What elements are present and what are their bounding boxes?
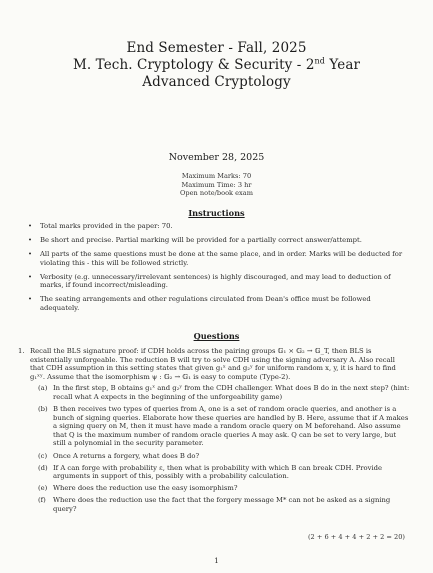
instructions-heading: Instructions <box>188 208 245 218</box>
exam-mode: Open note/book exam <box>180 189 253 198</box>
part-text: Where does the reduction use the fact that the forgery message M* can not be asked as a signing query? <box>53 496 391 513</box>
exam-info <box>0 172 433 198</box>
bullet-icon: • <box>28 236 33 244</box>
instruction-item: • All parts of the same questions must be done at the same place, and in order. Marks will be deducted for violating this - this will be followed strictly. <box>28 250 403 267</box>
question-part <box>38 484 410 493</box>
part-label: (c) <box>38 451 48 460</box>
question-parts <box>38 384 410 513</box>
max-time: Maximum Time: 3 hr <box>181 180 252 189</box>
part-text: B then receives two types of queries from A, one is a set of random oracle queries, and another is a bunch of signing queries. Elaborate how these queries are handled by B. Here, assume that if A makes a signing query on M, then it must have made a random oracle query on M beforehand. Also assume that Q is the maximum number of random oracle queries A may ask. Q can be set to very large, but still a polynomial in the security parameter. <box>53 405 409 448</box>
instruction-item: • The seating arrangements and other regulations circulated from Dean's office must be followed adequately. <box>28 295 371 313</box>
question-1-marks: (2 + 6 + 4 + 4 + 2 + 2 = 20) <box>307 533 405 541</box>
instructions-list <box>28 222 408 318</box>
part-text: Once A returns a forgery, what does B do? <box>53 451 200 460</box>
instruction-item: • Total marks provided in the paper: 70. <box>28 222 173 230</box>
instruction-item: • Be short and precise. Partial marking will be provided for a partially correct answer/attempt. <box>28 236 362 244</box>
part-label: (d) <box>38 463 48 472</box>
year-ordinal-suffix: nd <box>314 56 325 66</box>
part-label: (b) <box>38 405 48 414</box>
course-line-prefix: M. Tech. Cryptology & Security - 2 <box>72 57 315 73</box>
question-part <box>38 464 410 481</box>
exam-course-line <box>0 57 433 74</box>
part-text: Where does the reduction use the easy isomorphism? <box>53 484 238 493</box>
bullet-icon: • <box>28 295 33 304</box>
question-number: 1. <box>18 347 25 355</box>
page-number: 1 <box>214 557 219 565</box>
instruction-item: • Verbosity (e.g. unnecessary/irrelevant sentences) is highly discouraged, and may lead to deduction of marks, if found incorrect/misleading. <box>28 272 391 290</box>
question-text: Recall the BLS signature proof: if CDH holds across the pairing groups 𝔾₁ × 𝔾₂ → 𝔾_T, then BLS is existentially unforgeable. The reduction B will try to solve CDH using the signing adversary A. Also recall that CDH assumption in this setting states that given g₁ˣ and g₂ʸ for uniform random x, y, it is hard to find g₁ˣʸ. Assume that the isomorphism ψ : 𝔾₂ → 𝔾₁ is easy to compute (Type-2). <box>30 347 396 381</box>
part-text: If A can forge with probability ε, then what is probability with which B can break CDH. Provide arguments in support of this, possibly with a probability calculation. <box>53 463 383 481</box>
part-label: (f) <box>38 496 46 505</box>
max-marks: Maximum Marks: 70 <box>181 172 252 180</box>
question-part <box>38 405 410 448</box>
question-part <box>38 496 410 513</box>
exam-date: November 28, 2025 <box>168 152 265 163</box>
bullet-icon: • <box>28 250 33 258</box>
part-label: (a) <box>38 384 48 393</box>
question-part <box>38 452 410 461</box>
exam-subject-title: Advanced Cryptology <box>142 74 291 90</box>
exam-semester-title: End Semester - Fall, 2025 <box>126 40 307 56</box>
part-text: In the first step, B obtains g₁ˣ and g₂ʸ from the CDH challenger. What does B do in the next step? (hint: recall what A expects in the beginning of the unforgeability game) <box>53 384 410 401</box>
question-part <box>38 384 410 401</box>
part-label: (e) <box>38 484 48 493</box>
question-1 <box>18 347 410 517</box>
bullet-icon: • <box>28 222 33 230</box>
questions-heading: Questions <box>193 331 240 341</box>
course-line-suffix: Year <box>325 57 361 73</box>
bullet-icon: • <box>28 272 33 281</box>
exam-title-block <box>0 40 433 91</box>
